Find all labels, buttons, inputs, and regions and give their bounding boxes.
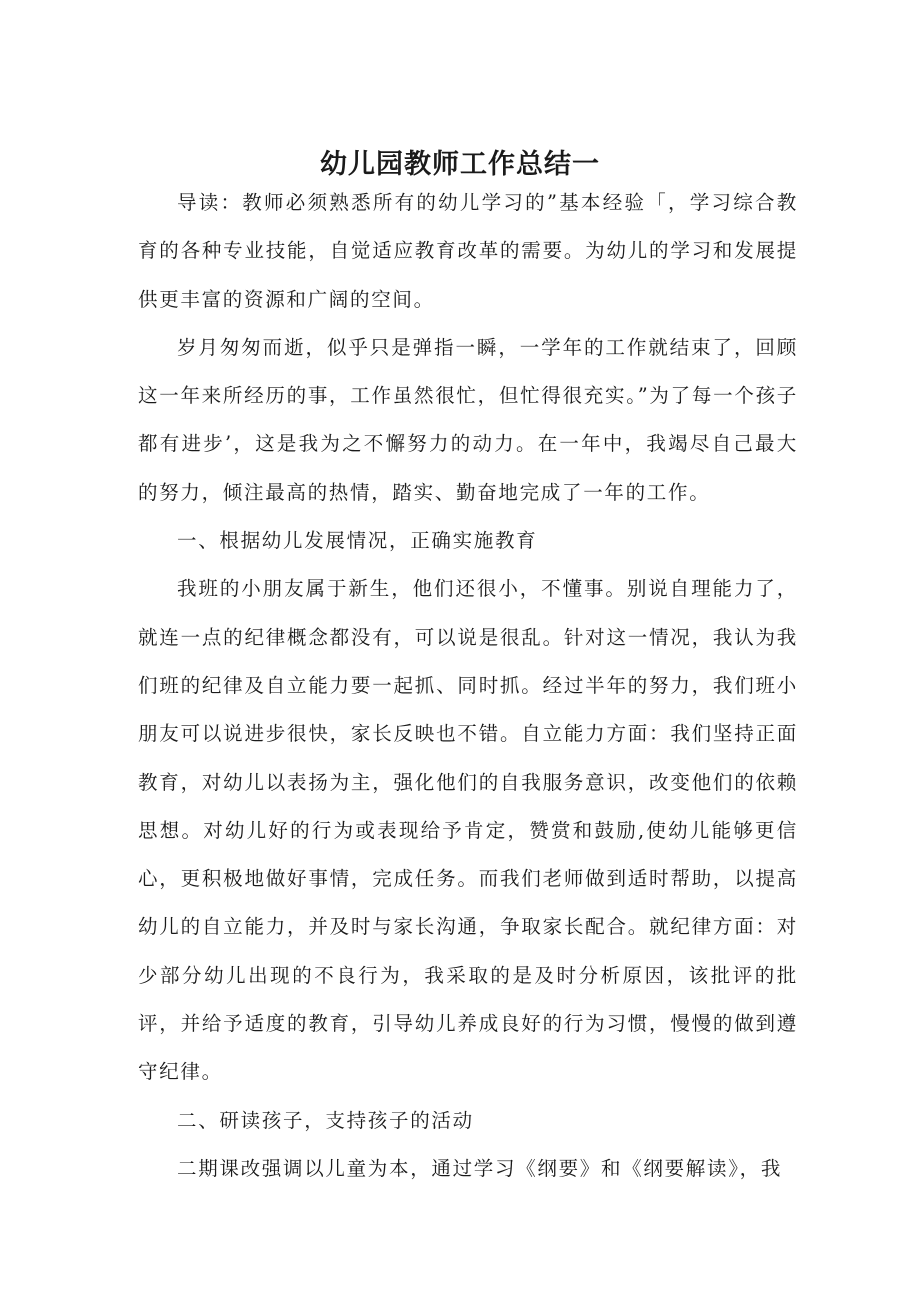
section-heading-2: 二、研读孩子，支持孩子的活动 [177,1108,474,1132]
document-body [138,179,798,1193]
section-heading-1: 一、根据幼儿发展情况，正确实施教育 [177,529,538,553]
intro-paragraph: 导读：教师必须熟悉所有的幼儿学习的”基本经验「，学习综合教育的各种专业技能，自觉适应教育改革的需要。为幼儿的学习和发展提供更丰富的资源和广阔的空间。 [138,191,798,311]
body-paragraph-3: 二期课改强调以儿童为本，通过学习《纲要》和《纲要解读》，我 [177,1156,783,1180]
document-title: 幼儿园教师工作总结一 [320,149,600,180]
body-paragraph-1: 岁月匆匆而逝，似乎只是弹指一瞬，一学年的工作就结束了，回顾这一年来所经历的事，工作虽然很忙，但忙得很充实。”为了每一个孩子都有进步’，这是我为之不懈努力的动力。在一年中，我竭尽自己最大的努力，倾注最高的热情，踏实、勤奋地完成了一年的工作。 [138,335,798,504]
body-paragraph-2: 我班的小朋友属于新生，他们还很小，不懂事。别说自理能力了，就连一点的纪律概念都没有，可以说是很乱。针对这一情况，我认为我们班的纪律及自立能力要一起抓、同时抓。经过半年的努力，我们班小朋友可以说进步很快，家长反映也不错。自立能力方面：我们坚持正面教育，对幼儿以表扬为主，强化他们的自我服务意识，改变他们的依赖思想。对幼儿好的行为或表现给予肯定，赞赏和鼓励,使幼儿能够更信心，更积极地做好事情，完成任务。而我们老师做到适时帮助，以提高幼儿的自立能力，并及时与家长沟通，争取家长配合。就纪律方面：对少部分幼儿出现的不良行为，我采取的是及时分析原因，该批评的批评，并给予适度的教育，引导幼儿养成良好的行为习惯，慢慢的做到遵守纪律。 [138,577,798,1084]
